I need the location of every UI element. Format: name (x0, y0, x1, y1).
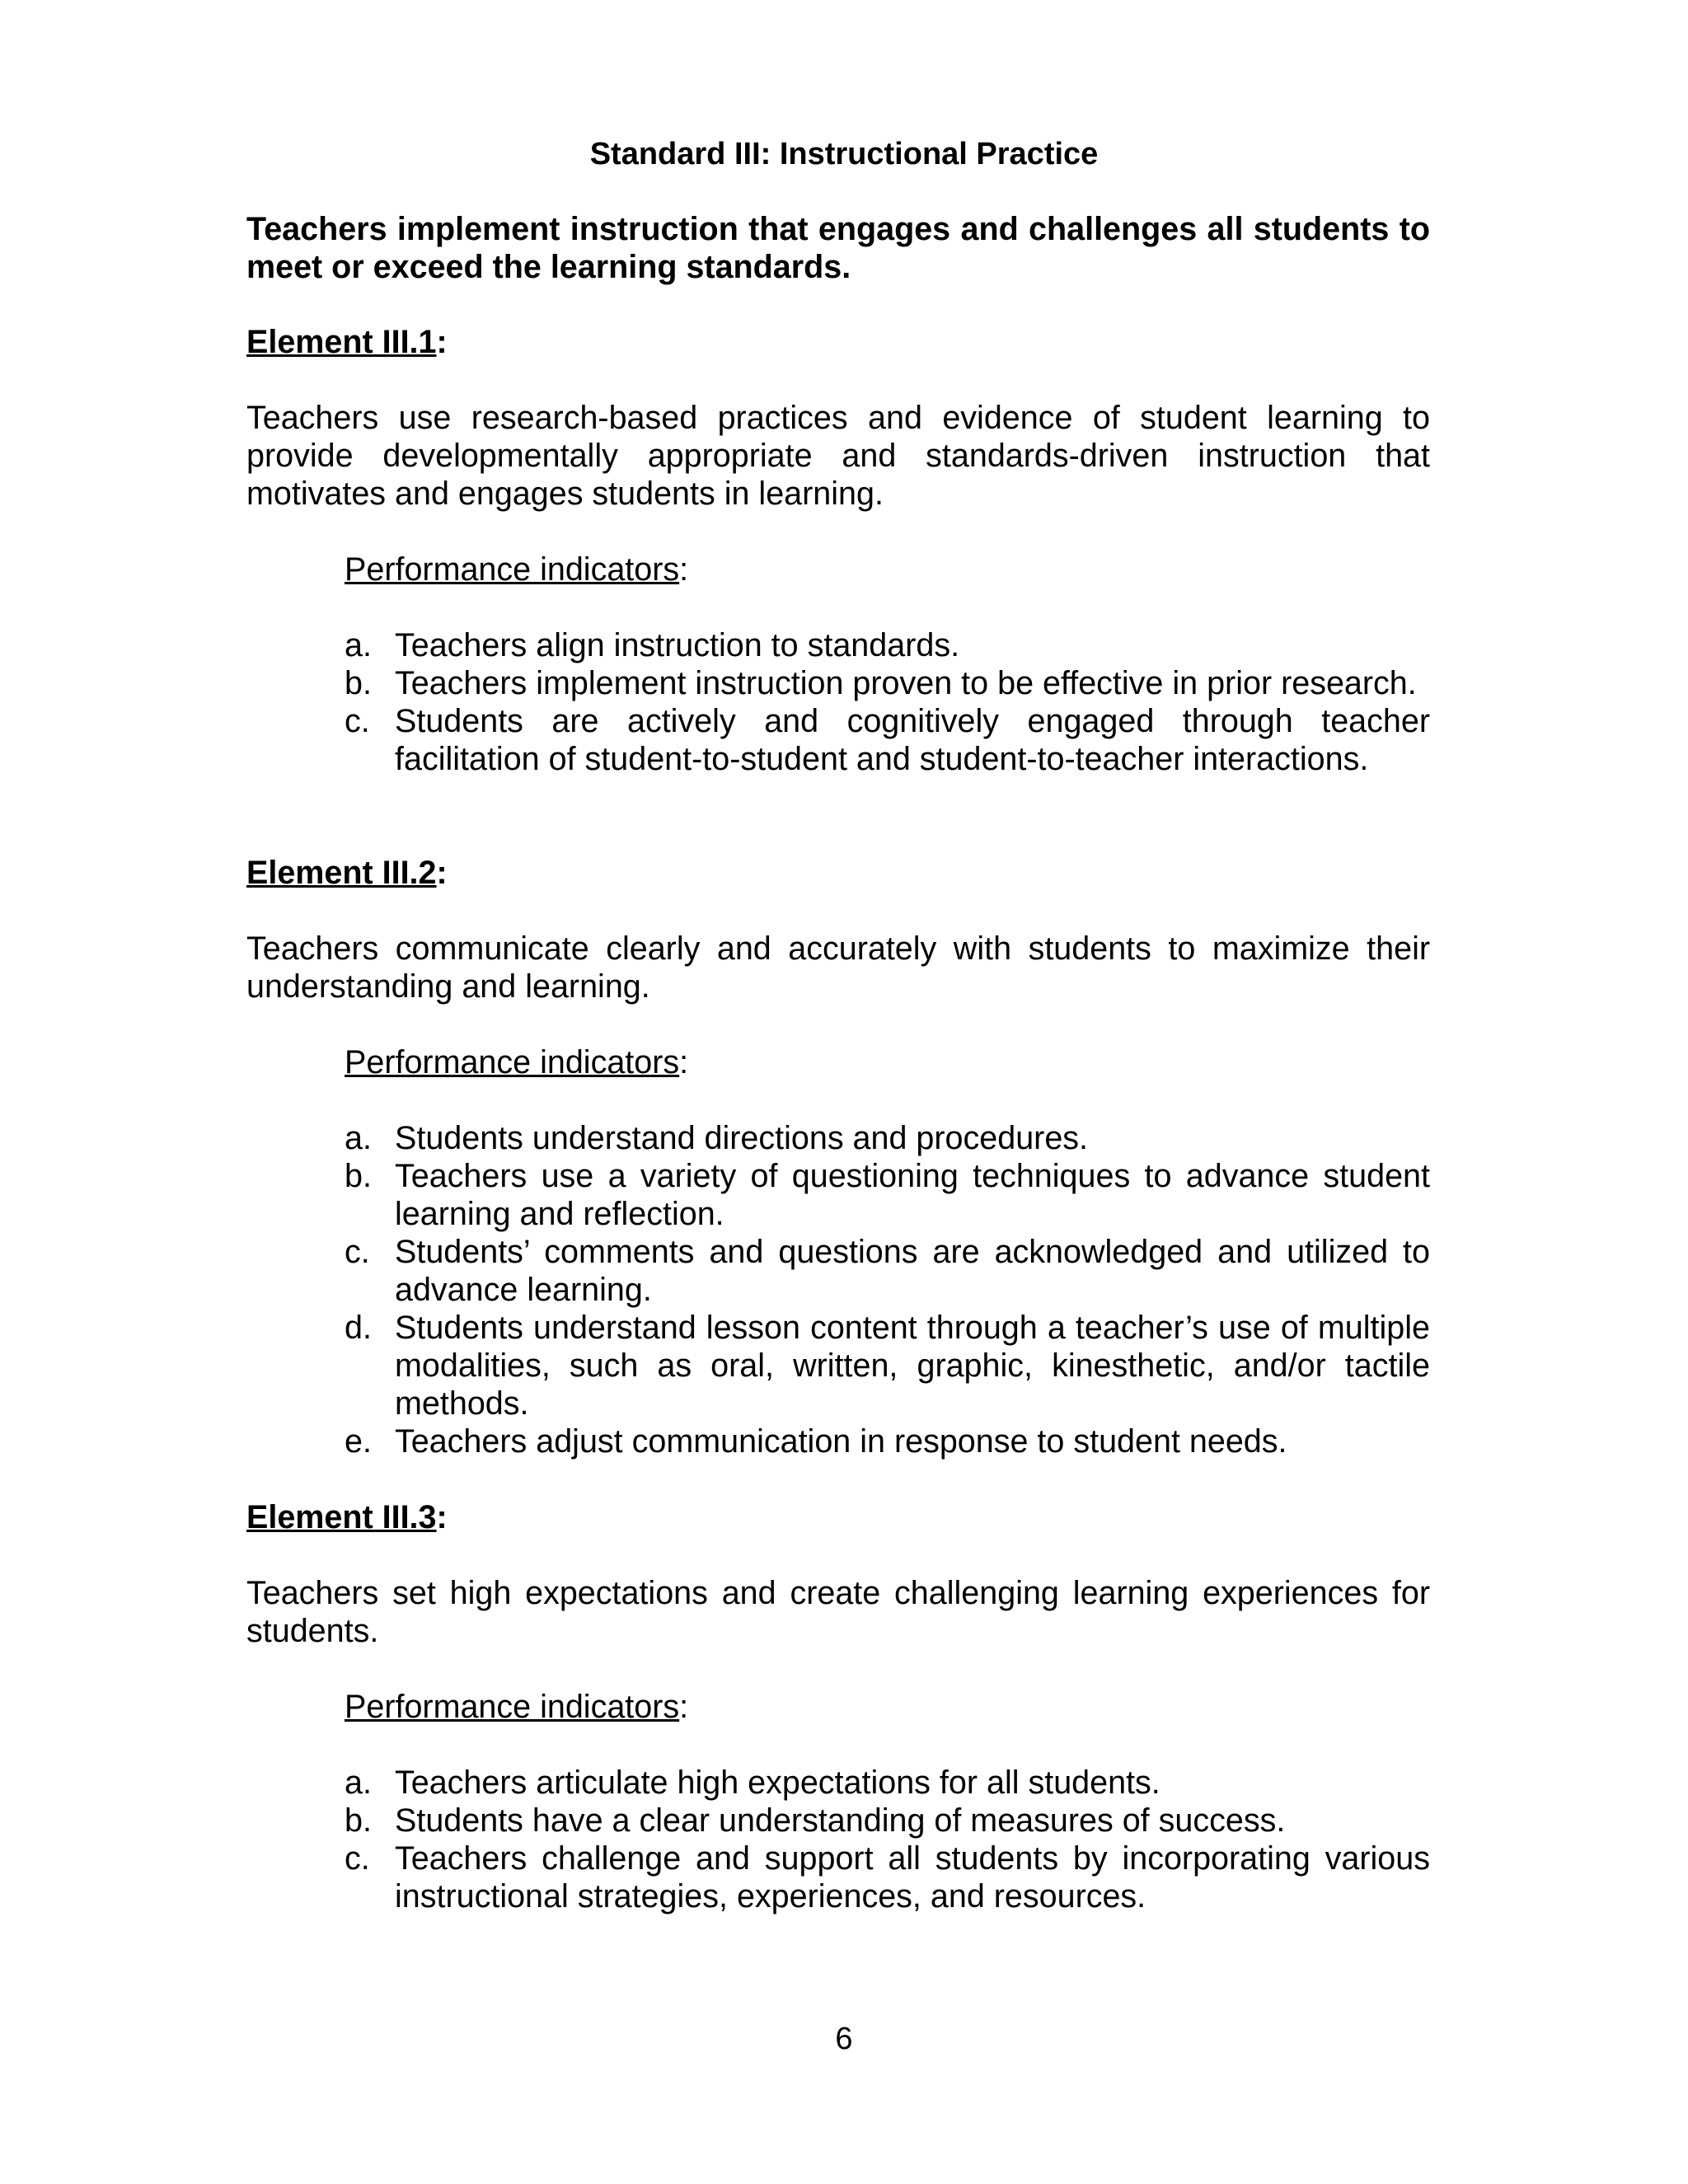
standard-statement: Teachers implement instruction that engages and challenges all students to meet or exceed the learning standards. (246, 211, 1430, 285)
indicator-text: Students’ comments and questions are acknowledged and utilized to advance learning. (395, 1234, 1430, 1308)
indicator-marker: d. (345, 1310, 372, 1346)
indicator-item (345, 626, 1430, 664)
element-heading-1 (246, 323, 1430, 361)
indicator-text: Students understand lesson content through a teacher’s use of multiple modalities, such as oral, written, graphic, kinesthetic, and/or tactile methods. (395, 1310, 1430, 1422)
indicator-list-2 (345, 1119, 1430, 1460)
indicators-label: Performance indicators (345, 1044, 680, 1080)
indicators-colon: : (679, 1689, 689, 1725)
indicators-colon: : (679, 551, 689, 588)
element-heading-colon: : (436, 1499, 448, 1535)
indicator-marker: c. (345, 1234, 370, 1270)
indicators-colon: : (679, 1044, 689, 1080)
indicator-item (345, 1840, 1430, 1915)
element-heading-3 (246, 1498, 1430, 1536)
indicator-marker: a. (345, 1120, 372, 1156)
standard-title: Standard III: Instructional Practice (589, 137, 1099, 171)
element-heading-2 (246, 854, 1430, 892)
page-number: 6 (835, 2022, 853, 2056)
element-description-1: Teachers use research-based practices and evidence of student learning to provide developmentally appropriate and standards-driven instruction that motivates and engages students in learning. (246, 400, 1430, 512)
indicator-marker: c. (345, 1840, 370, 1877)
indicator-text: Teachers adjust communication in response to student needs. (395, 1423, 1287, 1460)
indicator-marker: b. (345, 1158, 372, 1194)
element-heading-label: Element III.1 (246, 324, 437, 360)
indicator-text: Teachers use a variety of questioning techniques to advance student learning and reflection. (395, 1158, 1430, 1232)
indicator-text: Students have a clear understanding of measures of success. (395, 1802, 1286, 1839)
indicator-marker: b. (345, 1802, 372, 1839)
element-heading-colon: : (436, 855, 448, 891)
indicator-item (345, 1802, 1430, 1840)
performance-indicators-label-3 (345, 1688, 688, 1726)
indicator-item (345, 702, 1430, 778)
indicator-marker: a. (345, 1765, 372, 1801)
indicator-item (345, 664, 1430, 702)
indicators-label: Performance indicators (345, 551, 680, 588)
performance-indicators-label-1 (345, 551, 688, 588)
indicator-text: Students understand directions and procedures. (395, 1120, 1089, 1156)
indicator-item (345, 1157, 1430, 1233)
indicator-marker: a. (345, 627, 372, 663)
indicator-text: Teachers challenge and support all students by incorporating various instructional strategies, experiences, and resources. (395, 1840, 1430, 1915)
indicator-marker: b. (345, 665, 372, 701)
element-heading-label: Element III.3 (246, 1499, 437, 1535)
indicator-list-1 (345, 626, 1430, 778)
indicator-text: Students are actively and cognitively engaged through teacher facilitation of student-to-student and student-to-teacher interactions. (395, 703, 1430, 777)
element-description-2: Teachers communicate clearly and accurately with students to maximize their understanding and learning. (246, 930, 1430, 1005)
element-heading-label: Element III.2 (246, 855, 437, 891)
indicator-item (345, 1233, 1430, 1309)
indicator-item (345, 1422, 1430, 1460)
indicator-marker: e. (345, 1423, 372, 1460)
indicator-item (345, 1764, 1430, 1802)
indicator-item (345, 1119, 1430, 1157)
indicator-marker: c. (345, 703, 370, 739)
indicator-item (345, 1309, 1430, 1422)
indicator-text: Teachers align instruction to standards. (395, 627, 960, 663)
indicators-label: Performance indicators (345, 1689, 680, 1725)
element-heading-colon: : (436, 324, 448, 360)
performance-indicators-label-2 (345, 1043, 688, 1081)
indicator-text: Teachers implement instruction proven to be effective in prior research. (395, 665, 1417, 701)
indicator-text: Teachers articulate high expectations for all students. (395, 1765, 1160, 1801)
element-description-3: Teachers set high expectations and create challenging learning experiences for students. (246, 1575, 1430, 1649)
indicator-list-3 (345, 1764, 1430, 1915)
